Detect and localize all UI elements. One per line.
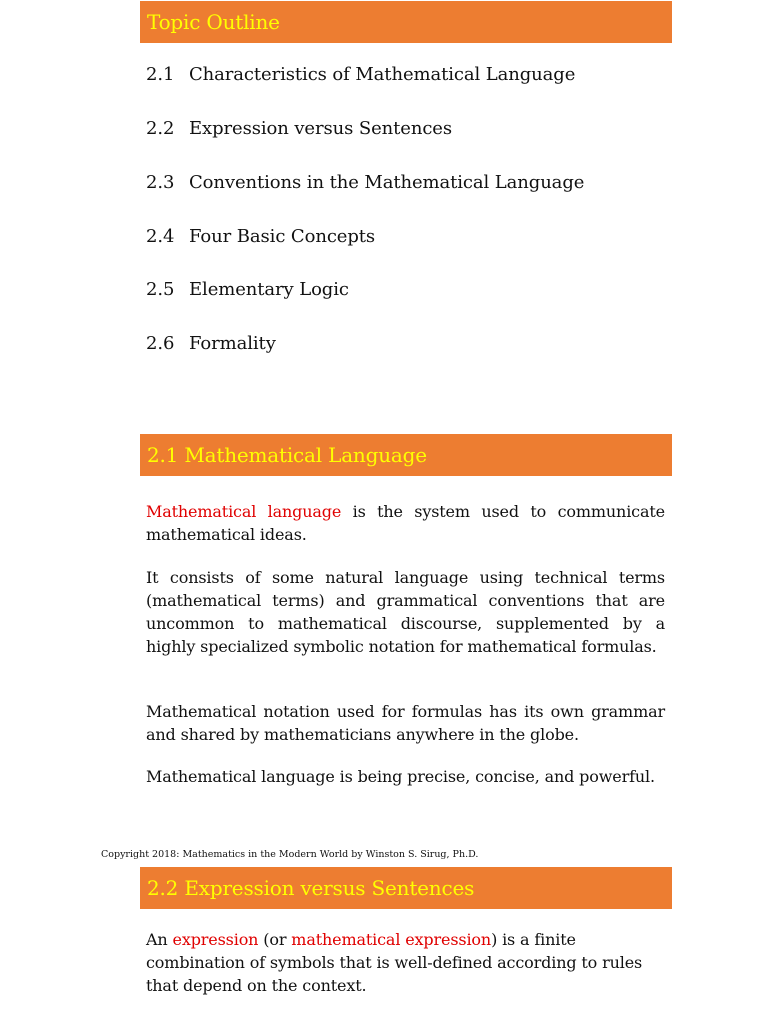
toc-number: 2.4: [146, 226, 175, 247]
toc-text: Formality: [189, 333, 276, 354]
toc-number: 2.1: [146, 64, 175, 85]
highlighted-term: Mathematical language: [146, 502, 342, 521]
toc-number: 2.2: [146, 118, 175, 139]
section-2-1-paragraph-1: [146, 500, 665, 546]
toc-item-2-4: [146, 225, 375, 249]
highlighted-term: mathematical expression: [291, 930, 492, 949]
toc-item-2-6: [146, 332, 276, 356]
toc-text: Characteristics of Mathematical Language: [189, 64, 576, 85]
section-2-2-heading: 2.2 Expression versus Sentences: [147, 876, 475, 900]
paragraph-text: (or: [258, 930, 292, 949]
topic-outline-heading: Topic Outline: [147, 10, 280, 34]
section-2-2-paragraph-1: [146, 928, 665, 997]
paragraph-text: ) is a finite combination of symbols that is well-defined according to rules that depend on the context.: [146, 930, 643, 995]
toc-text: Conventions in the Mathematical Language: [189, 172, 585, 193]
toc-text: Four Basic Concepts: [189, 226, 376, 247]
toc-item-2-1: [146, 63, 575, 87]
topic-outline-banner: [140, 1, 672, 43]
paragraph-text: An: [146, 930, 173, 949]
toc-text: Expression versus Sentences: [189, 118, 452, 139]
section-2-1-banner: [140, 434, 672, 476]
section-2-1-paragraph-3: Mathematical notation used for formulas has its own grammar and shared by mathematicians anywhere in the globe.: [146, 702, 665, 744]
toc-text: Elementary Logic: [189, 279, 349, 300]
toc-number: 2.6: [146, 333, 175, 354]
paragraph-text: is the system used to communicate mathematical ideas.: [146, 502, 665, 544]
section-2-1-paragraph-2: It consists of some natural language using technical terms (mathematical terms) and grammatical conventions that are uncommon to mathematical discourse, supplemented by a highly specialized symbolic notation for mathematical formulas.: [146, 568, 665, 656]
section-2-2-banner: [140, 867, 672, 909]
toc-item-2-2: [146, 117, 452, 141]
toc-number: 2.5: [146, 279, 175, 300]
toc-number: 2.3: [146, 172, 175, 193]
toc-item-2-3: [146, 171, 584, 195]
toc-item-2-5: [146, 278, 349, 302]
highlighted-term: expression: [172, 930, 259, 949]
section-2-1-heading: 2.1 Mathematical Language: [147, 443, 427, 467]
section-2-1-paragraph-4: Mathematical language is being precise, concise, and powerful.: [146, 767, 655, 786]
copyright-note: Copyright 2018: Mathematics in the Modern World by Winston S. Sirug, Ph.D.: [101, 849, 479, 860]
